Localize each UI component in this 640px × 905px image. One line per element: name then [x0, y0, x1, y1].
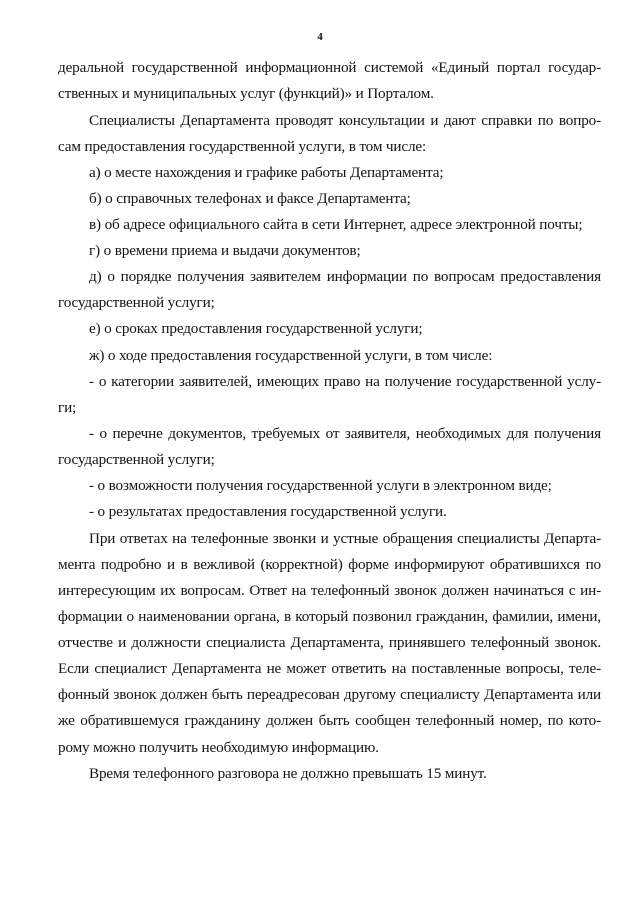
text-line: формации о наименовании органа, в который позвонил гражданин, фамилии, имени, [58, 608, 601, 625]
text-line: деральной государственной информационной системой «Единый портал государ- [58, 59, 601, 76]
text-line: государственной услуги; [58, 294, 215, 311]
list-item: в) об адресе официального сайта в сети Интернет, адресе электронной почты; [89, 216, 583, 233]
list-item: а) о месте нахождения и графике работы Департамента; [89, 164, 444, 181]
list-item: - о категории заявителей, имеющих право на получение государственной услу- [89, 373, 601, 390]
text-line: же обратившемуся гражданину должен быть сообщен телефонный номер, по кото- [58, 712, 601, 729]
text-line: ственных и муниципальных услуг (функций)» и Порталом. [58, 85, 434, 102]
text-line: интересующим их вопросам. Ответ на телефонный звонок должен начинаться с ин- [58, 582, 601, 599]
text-line: отчестве и должности специалиста Департамента, принявшего телефонный звонок. [58, 634, 601, 651]
text-line: сам предоставления государственной услуги, в том числе: [58, 138, 427, 155]
text-line: фонный звонок должен быть переадресован другому специалисту Департамента или [58, 686, 601, 703]
text-line: Если специалист Департамента не может ответить на поставленные вопросы, теле- [58, 660, 601, 677]
list-item: ж) о ходе предоставления государственной услуги, в том числе: [89, 347, 493, 364]
list-item: г) о времени приема и выдачи документов; [89, 242, 361, 259]
text-line: При ответах на телефонные звонки и устные обращения специалисты Департа- [89, 530, 601, 547]
list-item: - о возможности получения государственной услуги в электронном виде; [89, 477, 552, 494]
list-item: д) о порядке получения заявителем информации по вопросам предоставления [89, 268, 601, 285]
text-line: мента подробно и в вежливой (корректной) форме информируют обратившихся по [58, 556, 601, 573]
text-line: ги; [58, 399, 77, 416]
text-line: государственной услуги; [58, 451, 215, 468]
list-item: - о перечне документов, требуемых от заявителя, необходимых для получения [89, 425, 601, 442]
list-item: - о результатах предоставления государственной услуги. [89, 503, 447, 520]
text-line: Время телефонного разговора не должно превышать 15 минут. [89, 765, 487, 782]
page-number: 4 [317, 31, 323, 43]
list-item: е) о сроках предоставления государственной услуги; [89, 320, 423, 337]
text-line: Специалисты Департамента проводят консультации и дают справки по вопро- [89, 112, 601, 129]
text-line: рому можно получить необходимую информацию. [58, 739, 379, 756]
list-item: б) о справочных телефонах и факсе Департамента; [89, 190, 411, 207]
